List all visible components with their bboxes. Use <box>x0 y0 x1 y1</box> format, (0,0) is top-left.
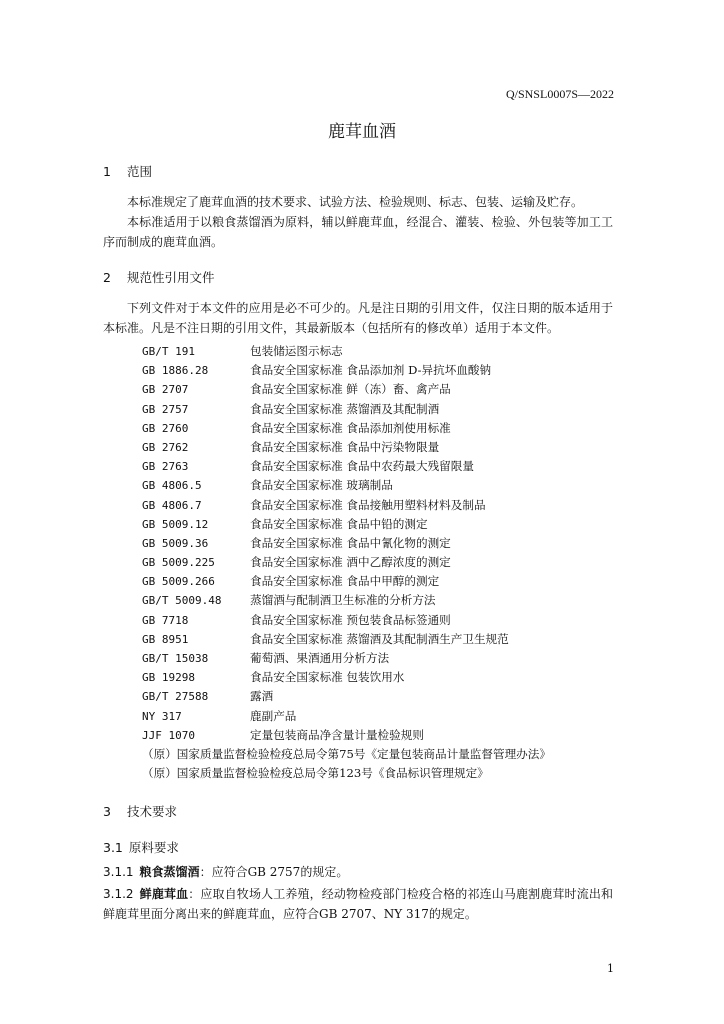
reference-title: 食品安全国家标准 食品中铅的测定 <box>250 516 428 531</box>
reference-title: 食品安全国家标准 食品中污染物限量 <box>250 439 440 454</box>
reference-title: 露酒 <box>250 689 274 704</box>
section-3-heading <box>103 802 177 820</box>
reference-item <box>103 534 613 553</box>
document-code: Q/SNSL0007S—2022 <box>505 87 614 101</box>
reference-code: GB 2760 <box>142 421 189 435</box>
reference-item <box>103 515 613 534</box>
reference-code: GB 19298 <box>142 671 195 685</box>
reference-title: 食品安全国家标准 酒中乙醇浓度的测定 <box>250 555 451 570</box>
section-title: 规范性引用文件 <box>127 270 215 285</box>
reference-code: GB/T 191 <box>142 345 195 358</box>
reference-list <box>103 342 613 783</box>
reference-item <box>103 687 613 706</box>
reference-code: GB 7718 <box>142 613 189 627</box>
page-number: 1 <box>607 962 614 975</box>
reference-title: 包装储运图示标志 <box>250 344 343 358</box>
reference-item <box>103 419 613 438</box>
clause-text: ：应符合GB 2757的规定。 <box>199 865 349 879</box>
section-2-heading <box>103 268 215 286</box>
reference-title: 葡萄酒、果酒通用分析方法 <box>250 651 390 665</box>
subsection-3-1-heading <box>103 838 179 856</box>
reference-title: 定量包装商品净含量计量检验规则 <box>250 727 424 742</box>
subsection-title: 原料要求 <box>128 840 179 855</box>
reference-code: GB 2757 <box>142 402 189 416</box>
reference-code: GB 5009.225 <box>142 556 215 570</box>
reference-code: GB 4806.5 <box>142 479 202 493</box>
reference-code: GB 1886.28 <box>142 364 209 378</box>
section-1-heading <box>103 162 152 180</box>
reference-item <box>103 380 613 399</box>
subsection-number: 3.1 <box>103 840 123 855</box>
regulation-order: （原）国家质量监督检验检疫总局令第75号《定量包装商品计量监督管理办法》 <box>142 746 551 761</box>
reference-item <box>103 707 613 726</box>
reference-code: GB 2762 <box>142 440 189 454</box>
scope-paragraph-2: 本标准适用于以粮食蒸馏酒为原料，辅以鲜鹿茸血，经混合、灌装、检验、外包装等加工工序而制成的鹿茸血酒。 <box>103 215 613 249</box>
reference-item <box>103 342 613 361</box>
section-number: 2 <box>103 270 111 285</box>
reference-code: NY 317 <box>142 709 182 723</box>
reference-item <box>103 649 613 668</box>
reference-title: 食品安全国家标准 鲜（冻）畜、禽产品 <box>250 382 451 397</box>
reference-code: JJF 1070 <box>142 728 195 742</box>
clause-term: 粮食蒸馏酒 <box>139 865 200 879</box>
reference-item <box>103 438 613 457</box>
scope-paragraph-1: 本标准规定了鹿茸血酒的技术要求、试验方法、检验规则、标志、包装、运输及贮存。 <box>127 195 584 209</box>
reference-title: 食品安全国家标准 蒸馏酒及其配制酒 <box>250 401 440 416</box>
section-title: 技术要求 <box>127 804 178 819</box>
reference-title: 食品安全国家标准 预包装食品标签通则 <box>250 612 451 627</box>
reference-title: 鹿副产品 <box>250 708 297 723</box>
reference-title: 食品安全国家标准 食品添加剂使用标准 <box>250 420 451 435</box>
reference-code: GB 5009.36 <box>142 536 209 550</box>
reference-title: 食品安全国家标准 食品中甲醇的测定 <box>250 574 440 589</box>
clause-term: 鲜鹿茸血 <box>139 887 189 901</box>
reference-item <box>103 572 613 591</box>
reference-item <box>103 476 613 495</box>
reference-item <box>103 611 613 630</box>
regulation-order: （原）国家质量监督检验检疫总局令第123号《食品标识管理规定》 <box>142 766 489 781</box>
reference-title: 食品安全国家标准 食品中氰化物的测定 <box>250 535 451 550</box>
reference-code: GB/T 15038 <box>142 652 209 665</box>
reference-code: GB 4806.7 <box>142 498 202 512</box>
reference-item <box>103 361 613 380</box>
section-number: 3 <box>103 804 111 819</box>
reference-item <box>103 726 613 745</box>
reference-item <box>103 496 613 515</box>
reference-title: 蒸馏酒与配制酒卫生标准的分析方法 <box>250 593 436 608</box>
reference-code: GB/T 27588 <box>142 690 209 704</box>
reference-code: GB 2707 <box>142 383 189 397</box>
reference-title: 食品安全国家标准 包装饮用水 <box>250 670 405 685</box>
reference-code: GB 5009.12 <box>142 517 209 531</box>
reference-title: 食品安全国家标准 蒸馏酒及其配制酒生产卫生规范 <box>250 631 509 646</box>
clause-number: 3.1.2 <box>103 887 134 901</box>
reference-item <box>103 553 613 572</box>
reference-code: GB 5009.266 <box>142 575 215 589</box>
reference-title: 食品安全国家标准 食品中农药最大残留限量 <box>250 459 474 474</box>
reference-item <box>103 591 613 610</box>
clause-3-1-1 <box>103 862 613 882</box>
references-intro: 下列文件对于本文件的应用是必不可少的。凡是注日期的引用文件，仅注日期的版本适用于本标准。凡是不注日期的引用文件，其最新版本（包括所有的修改单）适用于本文件。 <box>103 301 613 335</box>
reference-title: 食品安全国家标准 食品添加剂 D-异抗坏血酸钠 <box>250 363 492 378</box>
clause-text: ：应取自牧场人工养殖，经动物检疫部门检疫合格的祁连山马鹿割鹿茸时流出和鲜鹿茸里面分离出来的鲜鹿茸血，应符合GB 2707、NY 317的规定。 <box>103 887 613 921</box>
reference-title: 食品安全国家标准 食品接触用塑料材料及制品 <box>250 497 486 512</box>
section-number: 1 <box>103 164 111 179</box>
section-title: 范围 <box>127 164 153 179</box>
clause-number: 3.1.1 <box>103 865 134 879</box>
clause-3-1-2 <box>103 884 613 924</box>
reference-item <box>103 400 613 419</box>
reference-item <box>103 668 613 687</box>
reference-code: GB 2763 <box>142 460 189 474</box>
document-title: 鹿茸血酒 <box>328 122 396 142</box>
reference-code: GB/T 5009.48 <box>142 594 222 608</box>
reference-code: GB 8951 <box>142 632 189 646</box>
reference-item <box>103 457 613 476</box>
reference-item <box>103 630 613 649</box>
reference-title: 食品安全国家标准 玻璃制品 <box>250 478 393 493</box>
